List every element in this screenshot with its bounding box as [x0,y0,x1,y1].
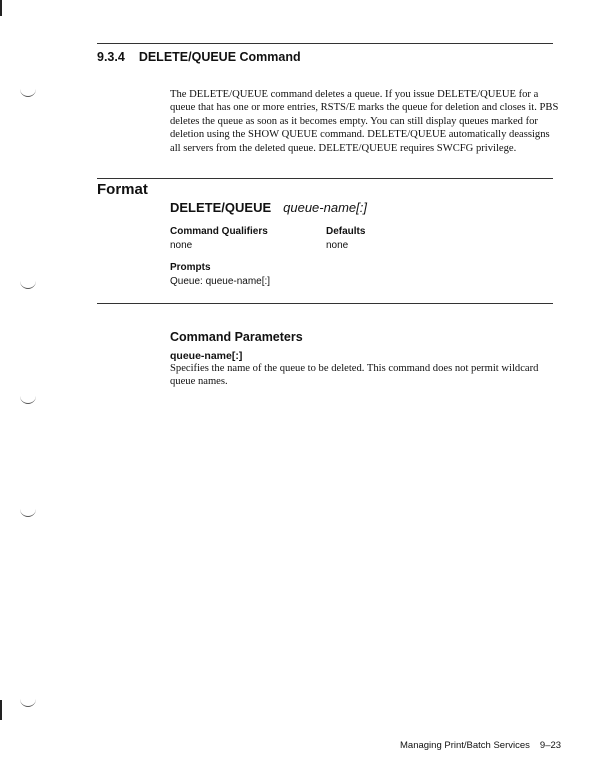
footer-title: Managing Print/Batch Services [400,740,530,751]
qualifiers-value: none [170,240,193,251]
parameter-name: queue-name[:] [170,350,243,362]
command-parameters-heading: Command Parameters [170,330,303,344]
intro-paragraph: The DELETE/QUEUE command deletes a queue. If you issue DELETE/QUEUE for a queue that has one or more entries, RSTS/E marks the queue for deletion and closes it. PBS deletes the queue as soon as it becomes empty. You can still display queues marked for deletion using the SHOW QUEUE command. DELETE/QUEUE automatically deassigns all servers from the deleted queue. DELETE/QUEUE requires SWCFG privilege. [170,89,559,154]
command-syntax [170,200,367,215]
page-footer [400,740,561,751]
prompts-label: Prompts [170,262,211,273]
margin-tick [20,88,36,97]
margin-tick [20,508,36,517]
margin-bar-bottom [0,700,2,720]
section-title: DELETE/QUEUE Command [138,50,301,64]
command-parameter: queue-name[:] [283,200,367,215]
margin-tick [20,698,36,707]
section-number: 9.3.4 [97,50,125,64]
parameters-rule [97,303,553,304]
format-heading: Format [97,181,148,198]
prompts-value: Queue: queue-name[:] [170,276,271,287]
margin-bar-top [0,0,2,16]
section-top-rule [97,43,553,44]
parameter-description: Specifies the name of the queue to be deleted. This command does not permit wildcard queue names. [170,363,539,388]
margin-tick [20,395,36,404]
defaults-label: Defaults [326,226,366,237]
defaults-value: none [326,240,349,251]
page-number: 9–23 [539,740,562,751]
command-name: DELETE/QUEUE [170,200,272,215]
margin-tick [20,280,36,289]
qualifiers-label: Command Qualifiers [170,226,268,237]
format-rule [97,178,553,179]
section-heading [97,50,301,64]
